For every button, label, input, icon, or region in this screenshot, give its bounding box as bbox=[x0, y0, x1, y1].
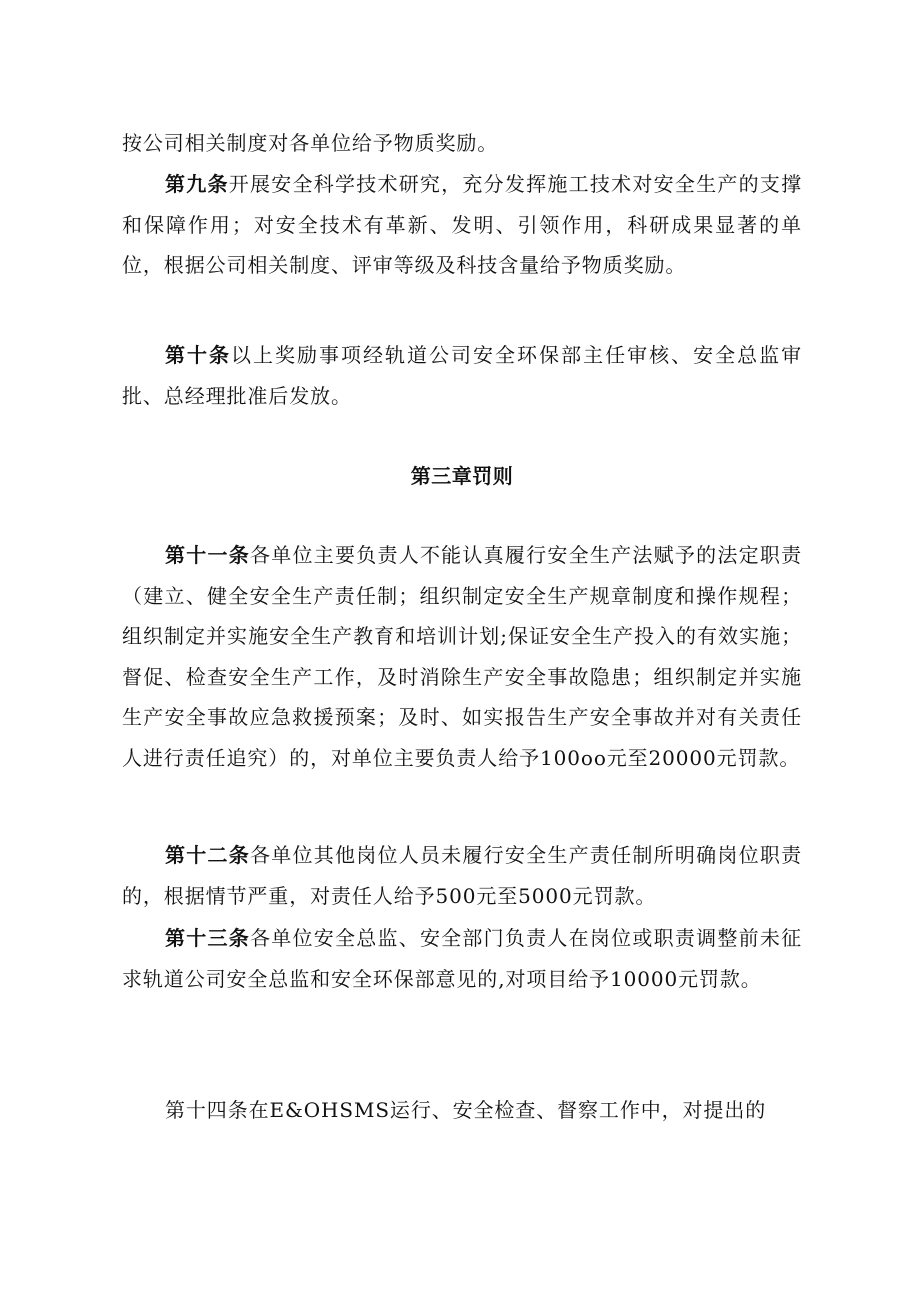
paragraph-continuation bbox=[122, 123, 802, 164]
article-9-label: 第九条 bbox=[165, 172, 229, 196]
article-14 bbox=[122, 1090, 802, 1131]
article-11-label: 第十一条 bbox=[165, 543, 250, 567]
continuation-text: 按公司相关制度对各单位给予物质奖励。 bbox=[122, 131, 499, 155]
article-13-label: 第十三条 bbox=[165, 926, 250, 950]
article-9-text: 开展安全科学技术研究，充分发挥施工技术对安全生产的支撑和保障作用；对安全技术有革新、发明、引领作用，科研成果显著的单位，根据公司相关制度、评审等级及科技含量给予物质奖励。 bbox=[122, 172, 802, 277]
article-10 bbox=[122, 335, 802, 416]
document-page bbox=[122, 0, 802, 1301]
article-14-text: 第十四条在E&OHSMS运行、安全检查、督察工作中，对提出的 bbox=[165, 1098, 767, 1122]
article-12 bbox=[122, 835, 802, 916]
article-11 bbox=[122, 535, 802, 778]
article-9 bbox=[122, 164, 802, 286]
article-13 bbox=[122, 918, 802, 999]
article-10-label: 第十条 bbox=[165, 343, 232, 367]
article-12-label: 第十二条 bbox=[165, 843, 250, 867]
article-10-text: 以上奖励事项经轨道公司安全环保部主任审核、安全总监审批、总经理批准后发放。 bbox=[122, 343, 802, 408]
article-13-text: 各单位安全总监、安全部门负责人在岗位或职责调整前未征求轨道公司安全总监和安全环保部意见的,对项目给予10000元罚款。 bbox=[122, 926, 802, 991]
chapter-3-title: 第三章罚则 bbox=[410, 464, 514, 488]
article-11-text: 各单位主要负责人不能认真履行安全生产法赋予的法定职责（建立、健全安全生产责任制；组织制定安全生产规章制度和操作规程；组织制定并实施安全生产教育和培训计划;保证安全生产投入的有效实施；督促、检查安全生产工作，及时消除生产安全事故隐患；组织制定并实施生产安全事故应急救援预案；及时、如实报告生产安全事故并对有关责任人进行责任追究）的，对单位主要负责人给予100oo元至20000元罚款。 bbox=[122, 543, 802, 770]
article-12-text: 各单位其他岗位人员未履行安全生产责任制所明确岗位职责的，根据情节严重，对责任人给予500元至5000元罚款。 bbox=[122, 843, 802, 908]
